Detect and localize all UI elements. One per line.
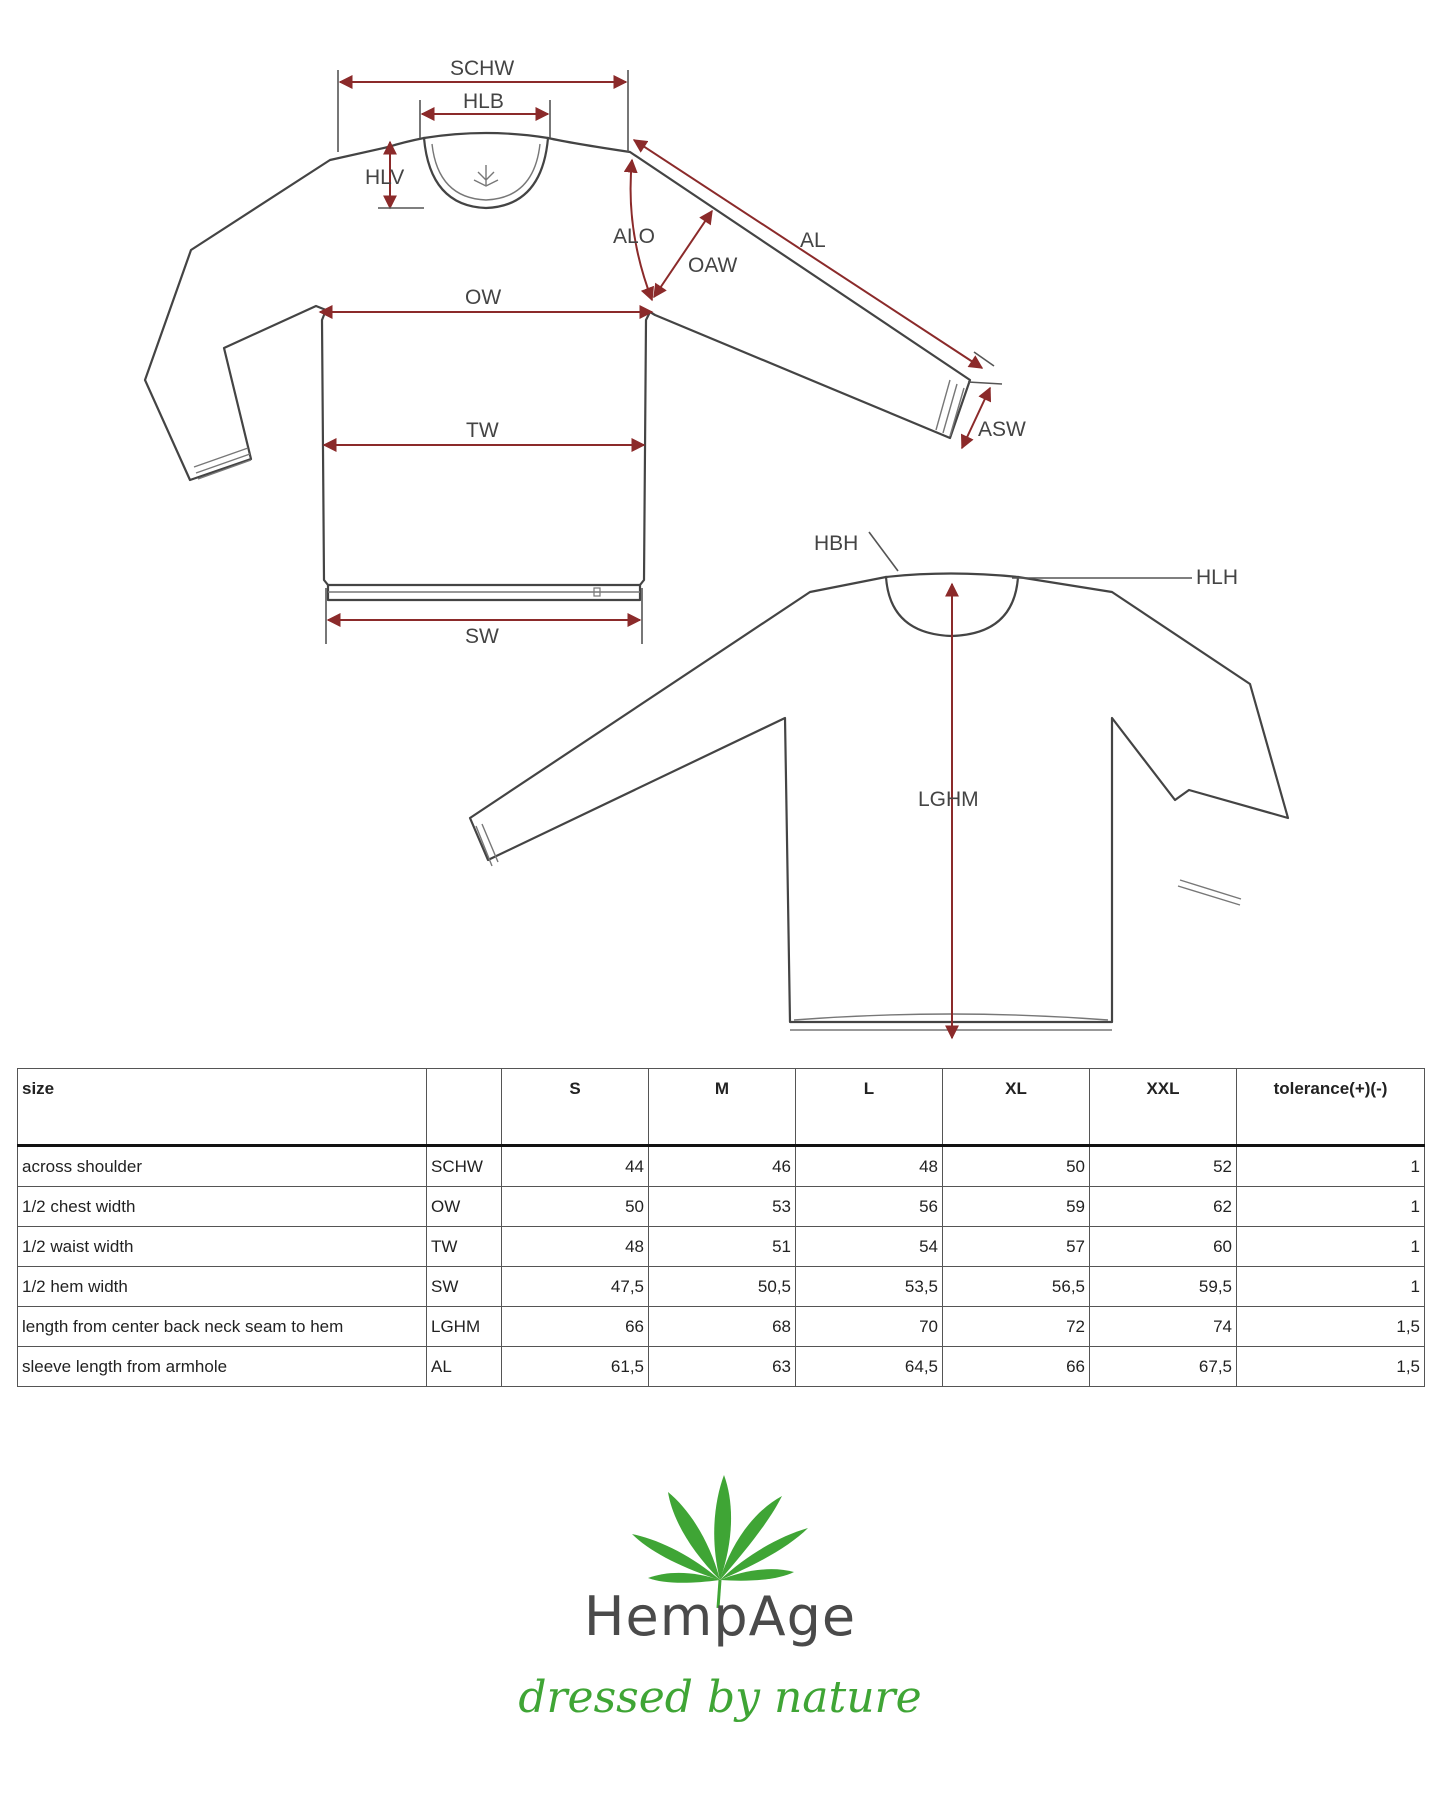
label-hlh: HLH (1196, 566, 1239, 589)
brand-tagline: dressed by nature (518, 1672, 922, 1723)
cell-tolerance: 1 (1237, 1146, 1425, 1187)
cell-m: 68 (649, 1307, 796, 1347)
row-label: across shoulder (18, 1146, 427, 1187)
label-al: AL (800, 229, 826, 252)
cell-s: 61,5 (502, 1347, 649, 1387)
label-hlb: HLB (463, 90, 504, 113)
cell-m: 63 (649, 1347, 796, 1387)
label-ow: OW (465, 286, 502, 309)
table-row (18, 1227, 1425, 1267)
cell-xl: 72 (943, 1307, 1090, 1347)
table-row (18, 1307, 1425, 1347)
cell-xxl: 59,5 (1090, 1267, 1237, 1307)
cell-l: 54 (796, 1227, 943, 1267)
row-label: 1/2 chest width (18, 1187, 427, 1227)
label-tw: TW (466, 419, 499, 442)
brand-name: HempAge (583, 1585, 857, 1648)
front-view-sweater (145, 133, 970, 600)
header-xl: XL (943, 1069, 1090, 1109)
table-row (18, 1146, 1425, 1187)
back-view-sweater (470, 574, 1288, 1031)
size-chart-table (17, 1068, 1425, 1387)
cell-s: 47,5 (502, 1267, 649, 1307)
row-code: OW (427, 1187, 502, 1227)
table-row (18, 1187, 1425, 1227)
cell-s: 48 (502, 1227, 649, 1267)
cell-xxl: 74 (1090, 1307, 1237, 1347)
cell-tolerance: 1,5 (1237, 1347, 1425, 1387)
row-label: length from center back neck seam to hem (18, 1307, 427, 1347)
table-spacer-row (18, 1108, 1425, 1146)
cell-m: 50,5 (649, 1267, 796, 1307)
header-xxl: XXL (1090, 1069, 1237, 1109)
row-code: LGHM (427, 1307, 502, 1347)
cell-l: 53,5 (796, 1267, 943, 1307)
label-hlv: HLV (365, 166, 405, 189)
header-l: L (796, 1069, 943, 1109)
cell-xl: 57 (943, 1227, 1090, 1267)
back-measurements (814, 532, 1238, 1038)
table-row (18, 1267, 1425, 1307)
cell-l: 56 (796, 1187, 943, 1227)
row-code: SCHW (427, 1146, 502, 1187)
header-m: M (649, 1069, 796, 1109)
cell-s: 44 (502, 1146, 649, 1187)
label-hbh: HBH (814, 532, 859, 555)
label-lghm: LGHM (918, 788, 979, 811)
row-code: AL (427, 1347, 502, 1387)
cell-xxl: 52 (1090, 1146, 1237, 1187)
label-oaw: OAW (688, 254, 738, 277)
cell-m: 51 (649, 1227, 796, 1267)
header-code (427, 1069, 502, 1109)
cell-tolerance: 1 (1237, 1187, 1425, 1227)
header-size: size (18, 1069, 427, 1109)
cell-xxl: 60 (1090, 1227, 1237, 1267)
cell-tolerance: 1,5 (1237, 1307, 1425, 1347)
cell-l: 70 (796, 1307, 943, 1347)
label-asw: ASW (978, 418, 1026, 441)
cell-l: 64,5 (796, 1347, 943, 1387)
cell-xl: 50 (943, 1146, 1090, 1187)
cell-s: 66 (502, 1307, 649, 1347)
cell-xxl: 67,5 (1090, 1347, 1237, 1387)
table-header-row (18, 1069, 1425, 1109)
cell-xl: 56,5 (943, 1267, 1090, 1307)
label-schw: SCHW (450, 57, 515, 80)
row-code: SW (427, 1267, 502, 1307)
cell-m: 46 (649, 1146, 796, 1187)
cell-tolerance: 1 (1237, 1267, 1425, 1307)
cell-xl: 66 (943, 1347, 1090, 1387)
table-row (18, 1347, 1425, 1387)
header-s: S (502, 1069, 649, 1109)
cell-m: 53 (649, 1187, 796, 1227)
row-label: sleeve length from armhole (18, 1347, 427, 1387)
row-code: TW (427, 1227, 502, 1267)
cell-xl: 59 (943, 1187, 1090, 1227)
cell-l: 48 (796, 1146, 943, 1187)
header-tolerance: tolerance(+)(-) (1237, 1069, 1425, 1109)
cell-s: 50 (502, 1187, 649, 1227)
row-label: 1/2 hem width (18, 1267, 427, 1307)
label-alo: ALO (613, 225, 656, 248)
cell-xxl: 62 (1090, 1187, 1237, 1227)
row-label: 1/2 waist width (18, 1227, 427, 1267)
cell-tolerance: 1 (1237, 1227, 1425, 1267)
label-sw: SW (465, 625, 499, 648)
